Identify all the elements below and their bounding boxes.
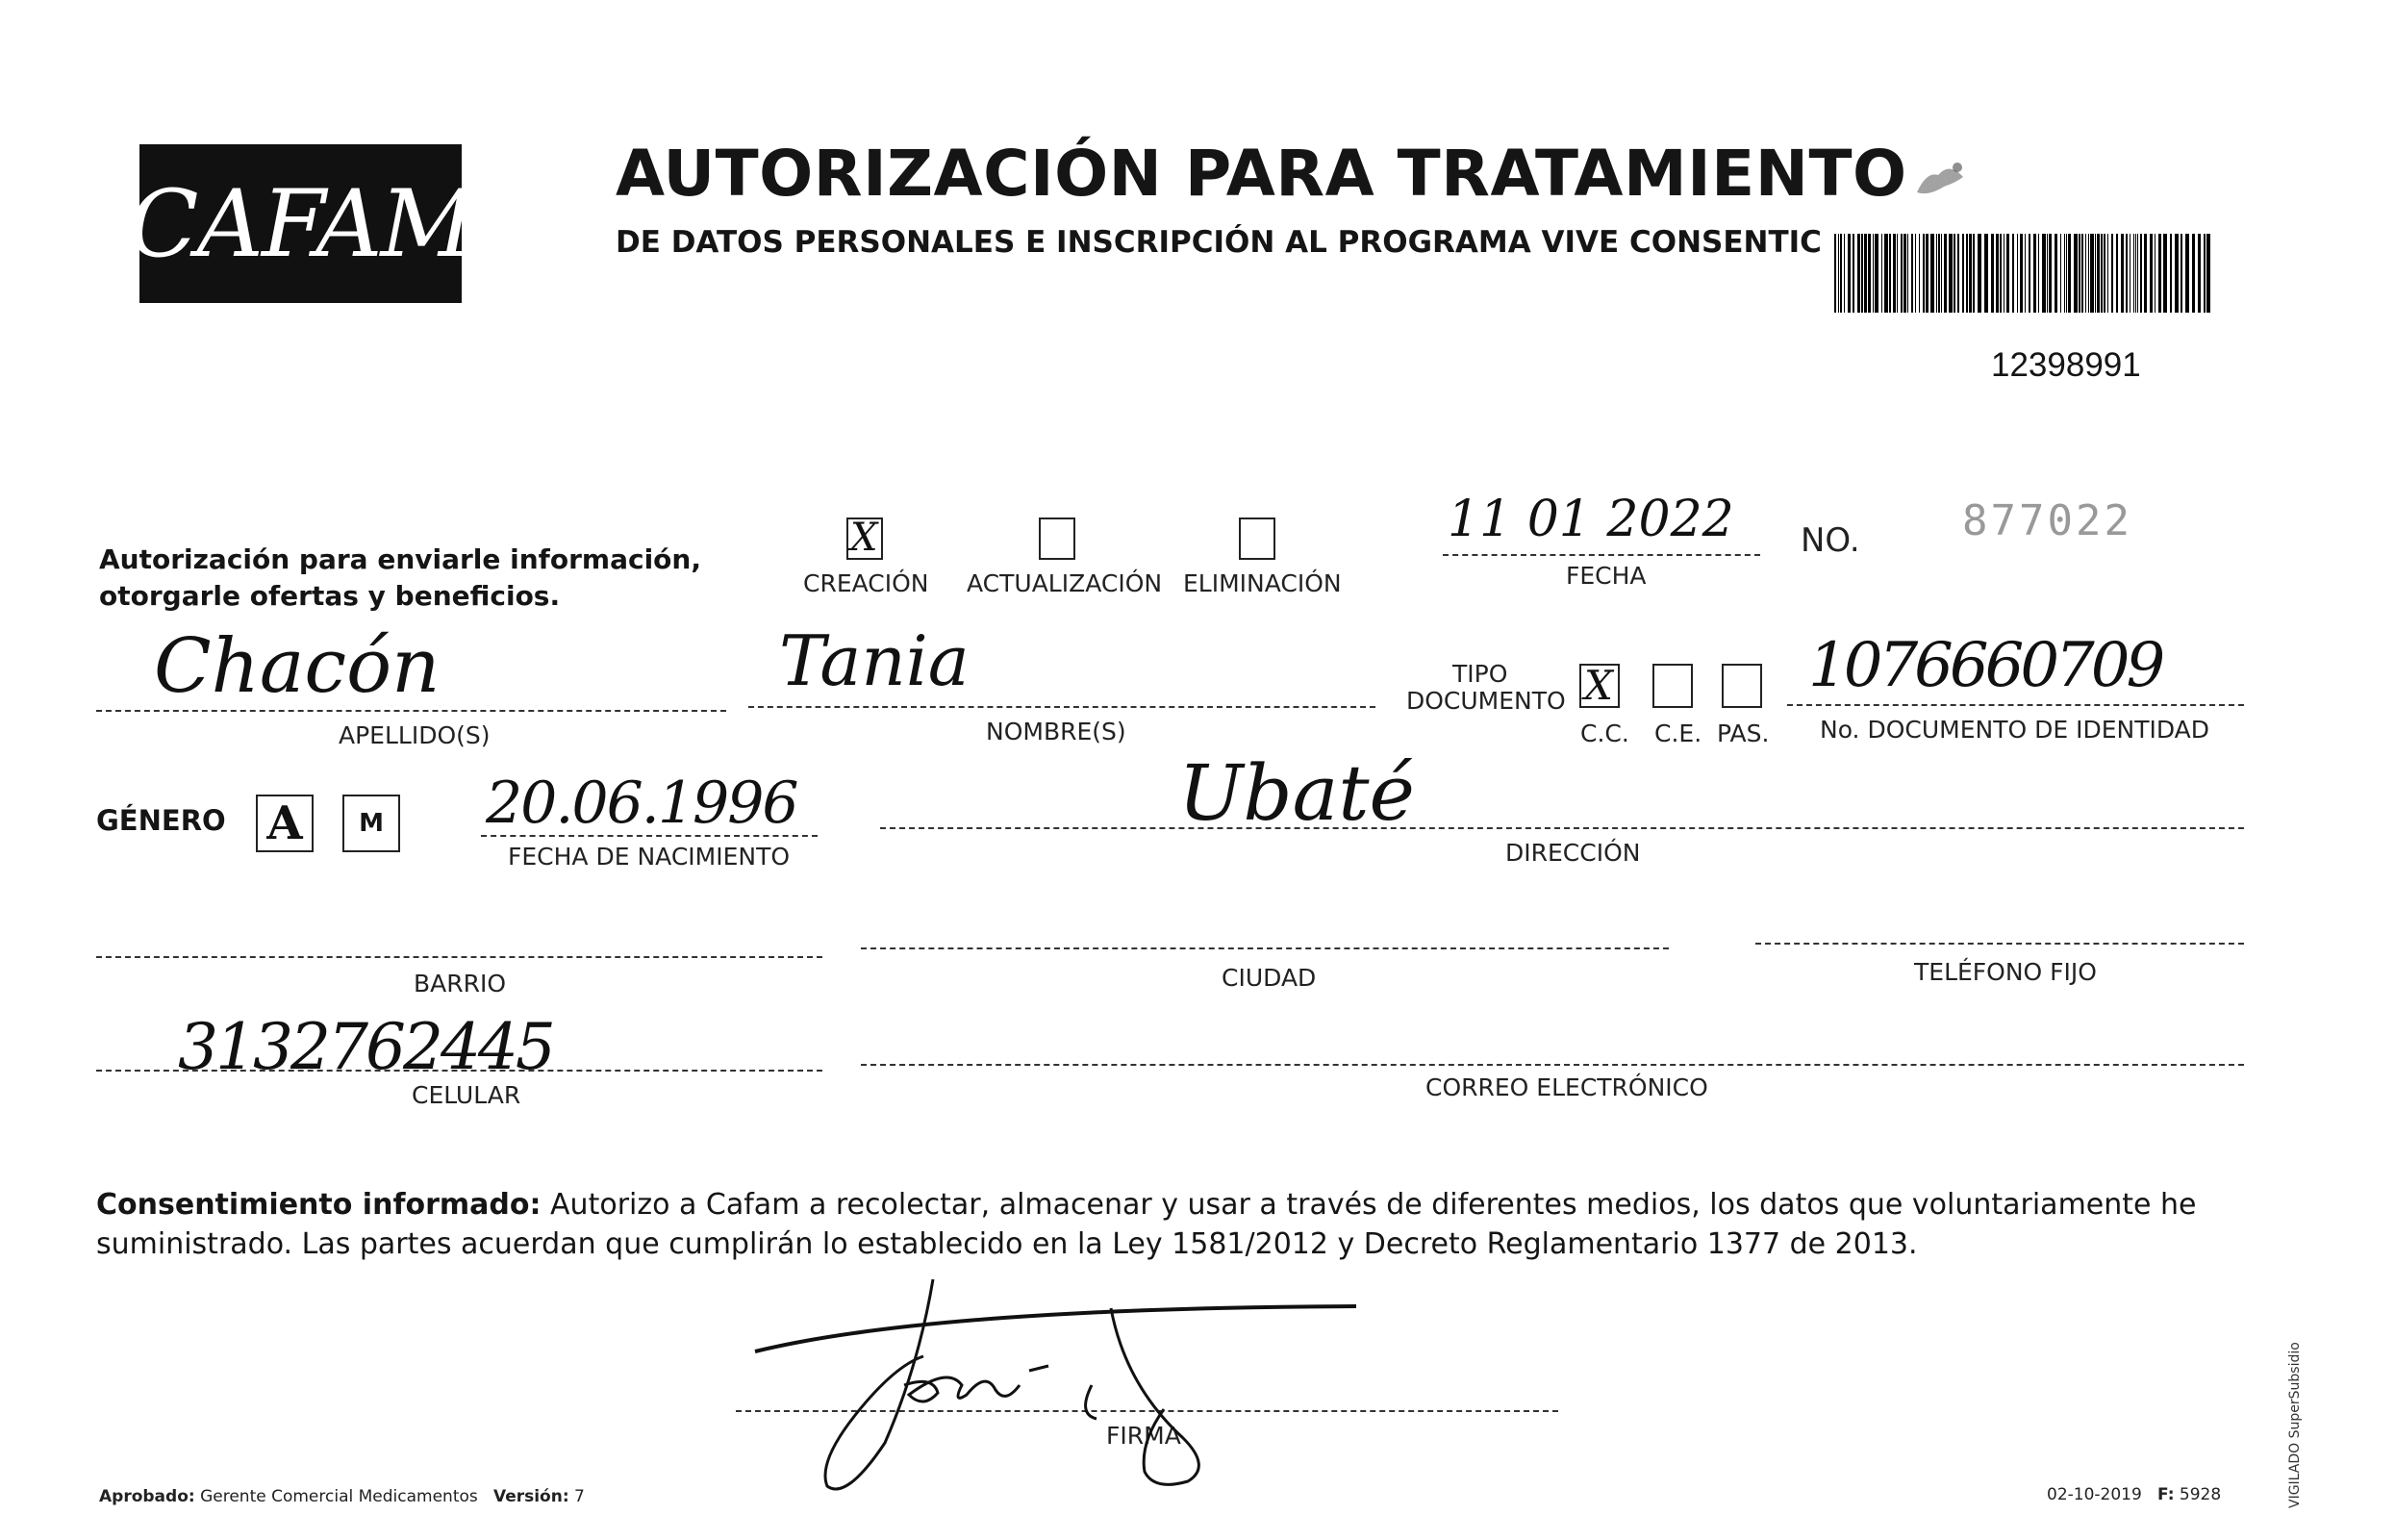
barcode-bar	[2074, 234, 2078, 313]
barcode-bar	[2185, 234, 2189, 313]
creacion-checkbox[interactable]	[846, 518, 883, 560]
ciudad-line[interactable]	[861, 947, 1669, 949]
barcode-bar	[2163, 234, 2167, 313]
correo-label: CORREO ELECTRÓNICO	[1425, 1073, 1708, 1101]
barcode-bar	[1889, 234, 1891, 313]
authorization-text	[99, 542, 701, 615]
handwritten-signature	[741, 1250, 1375, 1510]
barcode-bar	[2140, 234, 2142, 313]
firma-label: FIRMA	[1106, 1422, 1181, 1450]
barcode-bar	[2066, 234, 2067, 313]
barcode-bar	[1838, 234, 1839, 313]
barcode-bar	[2090, 234, 2094, 313]
barcode-bar	[2088, 234, 2089, 313]
pas-label: PAS.	[1717, 720, 1770, 747]
barcode-bar	[1893, 234, 1896, 313]
genero-m-box[interactable]	[342, 795, 400, 852]
actualizacion-label: ACTUALIZACIÓN	[967, 569, 1163, 597]
barcode-number: 12398991	[1991, 346, 2141, 384]
barcode-bar	[1840, 234, 1842, 313]
barcode-bar	[2111, 234, 2113, 313]
tipo-label-1: TIPO	[1452, 660, 1508, 688]
actualizacion-checkbox[interactable]	[1039, 518, 1075, 560]
barcode-bar	[2204, 234, 2206, 313]
barcode	[1832, 234, 2215, 313]
barcode-bar	[1966, 234, 1968, 313]
genero-label: GÉNERO	[96, 804, 226, 837]
cc-mark: X	[1584, 662, 1613, 709]
cc-checkbox[interactable]	[1579, 664, 1620, 708]
telefono-line[interactable]	[1755, 943, 2244, 945]
barcode-bar	[2181, 234, 2182, 313]
barcode-bar	[1978, 234, 1981, 313]
correo-line[interactable]	[861, 1064, 2244, 1066]
barcode-bar	[2081, 234, 2083, 313]
barcode-bar	[1834, 234, 1836, 313]
footer-date: 02-10-2019	[2047, 1485, 2142, 1504]
aprobado-value: Gerente Comercial Medicamentos	[200, 1487, 478, 1506]
form-label: F:	[2157, 1485, 2175, 1504]
nacimiento-line[interactable]	[481, 835, 818, 837]
barcode-bar	[2155, 234, 2156, 313]
nacimiento-label: FECHA DE NACIMIENTO	[508, 843, 791, 871]
barcode-bar	[2144, 234, 2147, 313]
barcode-bar	[2097, 234, 2100, 313]
barcode-bar	[1941, 234, 1942, 313]
barcode-bar	[1944, 234, 1947, 313]
barcode-bar	[1957, 234, 1959, 313]
barcode-bar	[2038, 234, 2039, 313]
barcode-bar	[2175, 234, 2179, 313]
barcode-bar	[2000, 234, 2002, 313]
nombres-label: NOMBRE(S)	[986, 718, 1126, 745]
barcode-bar	[2006, 234, 2009, 313]
barcode-bar	[1903, 234, 1906, 313]
barcode-bar	[2135, 234, 2136, 313]
eliminacion-label: ELIMINACIÓN	[1183, 569, 1342, 597]
barcode-bar	[2017, 234, 2018, 313]
barcode-bar	[1930, 234, 1934, 313]
barcode-bar	[1984, 234, 1988, 313]
barcode-bar	[1857, 234, 1860, 313]
documento-line[interactable]	[1787, 704, 2244, 706]
barcode-bar	[2049, 234, 2052, 313]
barcode-bar	[2033, 234, 2036, 313]
eliminacion-checkbox[interactable]	[1239, 518, 1275, 560]
barcode-bar	[2104, 234, 2105, 313]
tipo-label-2: DOCUMENTO	[1406, 687, 1566, 715]
no-value: 877022	[1962, 496, 2132, 545]
barcode-bar	[2079, 234, 2080, 313]
barcode-bar	[2137, 234, 2138, 313]
documento-value: 1076660709	[1808, 630, 2162, 701]
barcode-bar	[1919, 234, 1920, 313]
barcode-bar	[2198, 234, 2201, 313]
barcode-bar	[1844, 234, 1845, 313]
genero-f-mark: A	[266, 796, 303, 850]
barcode-bar	[1962, 234, 1964, 313]
barcode-bar	[2206, 234, 2210, 313]
barcode-bar	[1936, 234, 1937, 313]
ce-label: C.E.	[1654, 720, 1702, 747]
direccion-label: DIRECCIÓN	[1505, 839, 1641, 867]
celular-line[interactable]	[96, 1070, 822, 1072]
barcode-bar	[2121, 234, 2124, 313]
barcode-bar	[2158, 234, 2161, 313]
barcode-bar	[2047, 234, 2048, 313]
barcode-bar	[2055, 234, 2057, 313]
nacimiento-value: 20.06.1996	[486, 770, 797, 837]
barcode-bar	[1907, 234, 1908, 313]
apellidos-value: Chacón	[154, 623, 441, 710]
barcode-bar	[1991, 234, 1994, 313]
document-subtitle: DE DATOS PERSONALES E INSCRIPCIÓN AL PROGRAMA VIVE CONSENTIC	[616, 225, 1822, 260]
consent-text: Autorizo a Cafam a recolectar, almacenar y usar a través de diferentes medios, los datos que voluntariamente he suministrado. Las partes acuerdan que cumplirán lo establecido en la Ley 1581/2012 y Decreto Reglamentario 1377 de 2013.	[96, 1188, 2197, 1261]
barcode-bar	[2107, 234, 2108, 313]
barcode-bar	[2101, 234, 2103, 313]
footer-right	[2047, 1485, 2221, 1504]
barcode-bar	[2025, 234, 2026, 313]
cc-label: C.C.	[1580, 720, 1629, 747]
barcode-bar	[2042, 234, 2046, 313]
ciudad-label: CIUDAD	[1222, 964, 1317, 992]
barcode-bar	[1954, 234, 1955, 313]
barcode-bar	[2133, 234, 2134, 313]
consent-title: Consentimiento informado:	[96, 1188, 542, 1222]
barcode-bar	[2126, 234, 2128, 313]
barcode-bar	[2192, 234, 2195, 313]
barcode-bar	[2116, 234, 2118, 313]
cafam-logo	[128, 144, 473, 303]
fecha-line	[1443, 554, 1760, 556]
apellidos-label: APELLIDO(S)	[339, 721, 491, 749]
barcode-bar	[1875, 234, 1878, 313]
barcode-bar	[2095, 234, 2096, 313]
footer-aprobado	[99, 1487, 585, 1506]
documento-label: No. DOCUMENTO DE IDENTIDAD	[1820, 716, 2210, 744]
barcode-bar	[1973, 234, 1975, 313]
barcode-bar	[1881, 234, 1882, 313]
fecha-value: 11 01 2022	[1448, 491, 1734, 548]
barcode-bar	[2020, 234, 2023, 313]
authorization-text-line2: otorgarle ofertas y beneficios.	[99, 580, 561, 612]
barcode-bar	[1864, 234, 1867, 313]
barcode-bar	[1938, 234, 1940, 313]
barcode-bar	[1873, 234, 1874, 313]
vigilado-vertical-text: VIGILADO SuperSubsidio	[2287, 1342, 2303, 1508]
fecha-label: FECHA	[1566, 562, 1647, 590]
genero-m-label: M	[359, 809, 384, 838]
barcode-bar	[2068, 234, 2071, 313]
direccion-line[interactable]	[880, 827, 2244, 829]
telefono-label: TELÉFONO FIJO	[1914, 958, 2097, 986]
direccion-value: Ubaté	[1178, 748, 1415, 838]
barcode-bar	[1926, 234, 1929, 313]
barcode-bar	[2060, 234, 2061, 313]
barcode-bar	[1901, 234, 1903, 313]
barcode-bar	[1915, 234, 1916, 313]
document-title: AUTORIZACIÓN PARA TRATAMIENTO	[616, 137, 1907, 211]
pas-checkbox[interactable]	[1722, 664, 1762, 708]
aprobado-label: Aprobado:	[99, 1487, 195, 1506]
creacion-label: CREACIÓN	[803, 569, 929, 597]
barcode-bar	[1969, 234, 1972, 313]
celular-value: 3132762445	[178, 1010, 553, 1084]
barcode-bar	[1996, 234, 1999, 313]
barcode-bar	[1923, 234, 1925, 313]
nombres-line[interactable]	[748, 706, 1375, 708]
stamp-smudge	[1909, 154, 1977, 207]
barcode-bar	[2064, 234, 2065, 313]
version-label: Versión:	[492, 1487, 569, 1506]
nombres-value: Tania	[779, 620, 970, 701]
authorization-text-line1: Autorización para enviarle información,	[99, 543, 701, 575]
celular-label: CELULAR	[412, 1081, 521, 1109]
barcode-bar	[1853, 234, 1854, 313]
barcode-bar	[2012, 234, 2014, 313]
barcode-bar	[1868, 234, 1871, 313]
form-value: 5928	[2179, 1485, 2222, 1504]
barrio-label: BARRIO	[414, 970, 507, 997]
logo-text: CAFAM	[128, 169, 473, 278]
no-label: NO.	[1801, 521, 1860, 560]
creacion-mark: X	[850, 516, 878, 560]
barcode-bar	[2029, 234, 2030, 313]
apellidos-line[interactable]	[96, 710, 726, 712]
barcode-bar	[1848, 234, 1851, 313]
barcode-bar	[1911, 234, 1913, 313]
barcode-bar	[1884, 234, 1888, 313]
barcode-bar	[1949, 234, 1953, 313]
barcode-bar	[2085, 234, 2086, 313]
barrio-line[interactable]	[96, 956, 822, 958]
version-value: 7	[574, 1487, 585, 1506]
barcode-bar	[2170, 234, 2172, 313]
ce-checkbox[interactable]	[1652, 664, 1693, 708]
barcode-bar	[1897, 234, 1898, 313]
genero-f-box[interactable]	[256, 795, 314, 852]
barcode-bar	[1861, 234, 1863, 313]
barcode-bar	[2150, 234, 2153, 313]
